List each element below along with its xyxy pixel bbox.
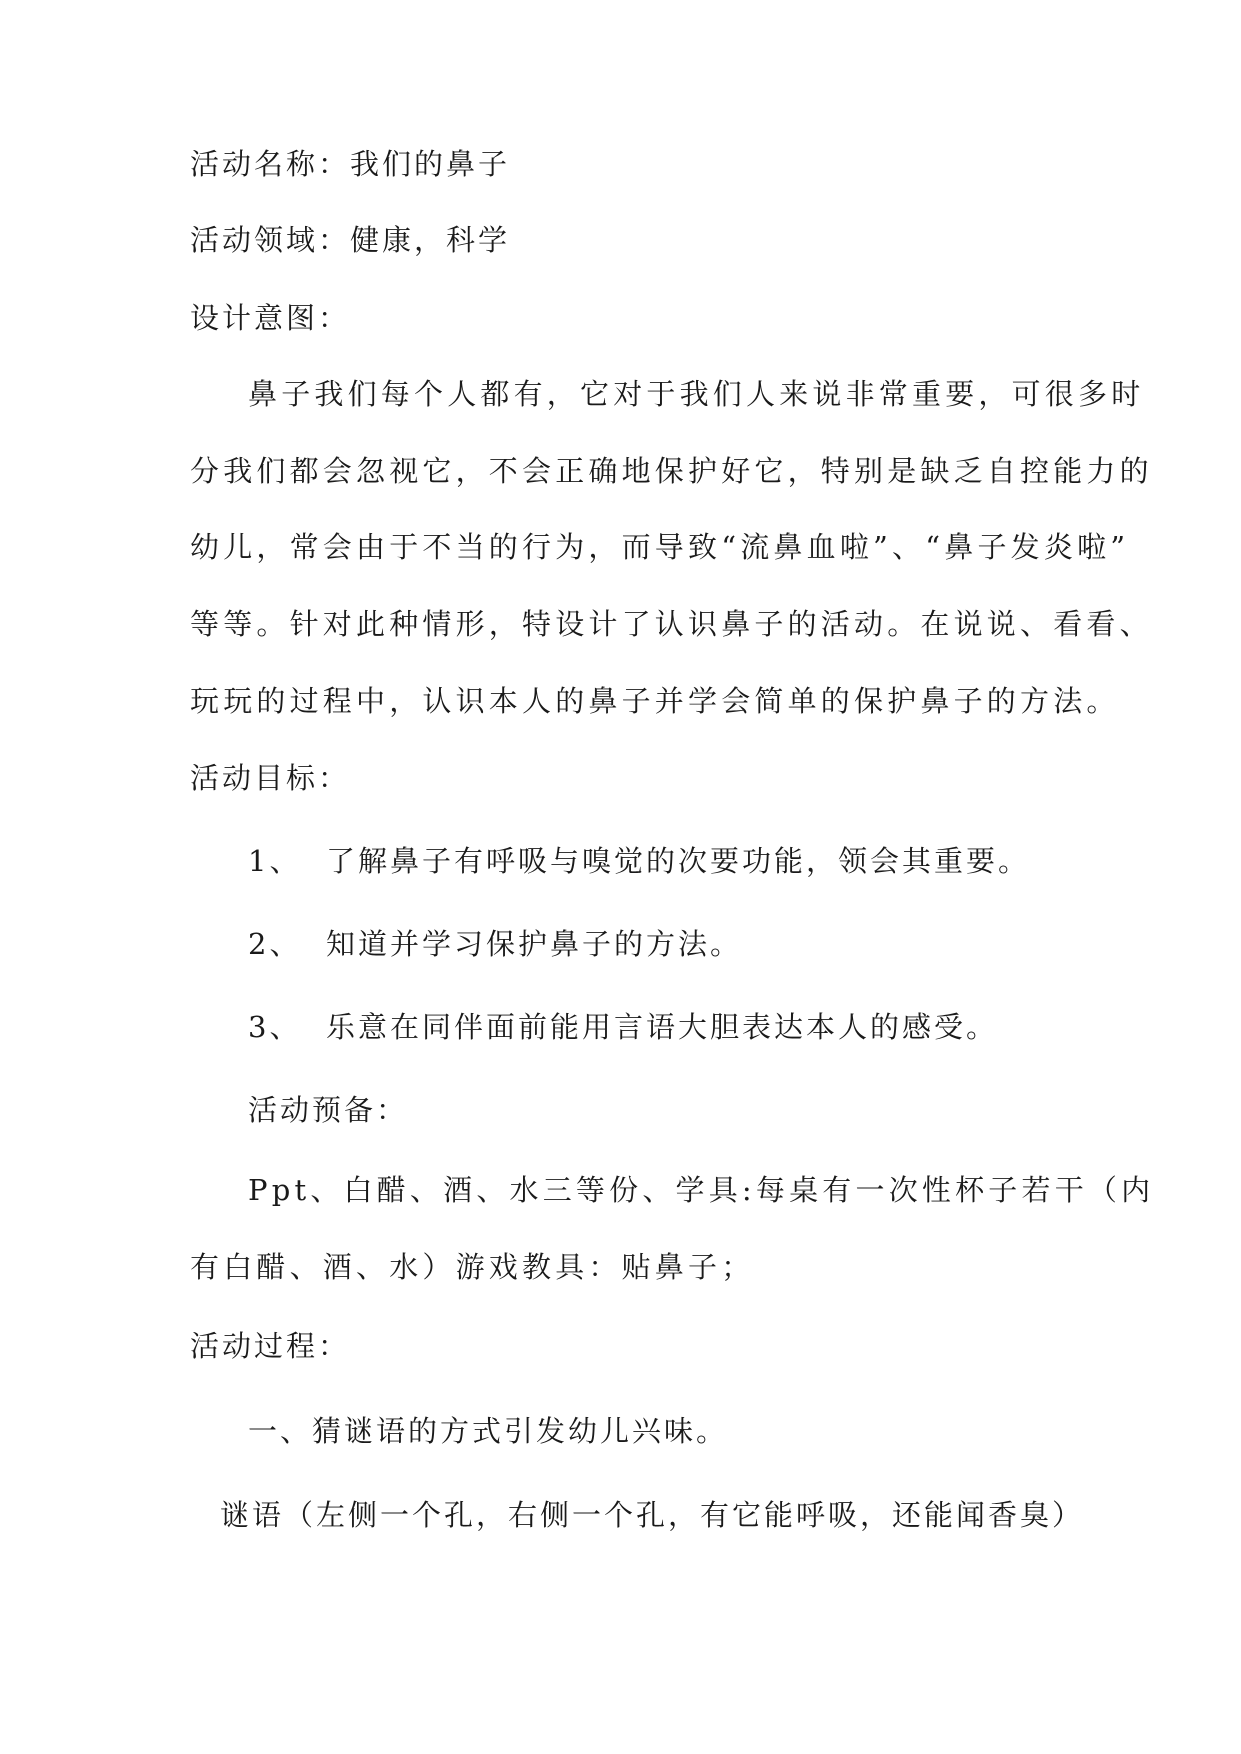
goal-text: 知道并学习保护鼻子的方法。 (326, 927, 743, 961)
goal-text: 了解鼻子有呼吸与嗅觉的次要功能，领会其重要。 (326, 844, 1031, 878)
goal-item (248, 1009, 998, 1045)
goal-number: 2、 (248, 927, 302, 961)
goal-number: 1、 (248, 844, 302, 878)
paragraph-line: 玩玩的过程中，认识本人的鼻子并学会简单的保护鼻子的方法。 (190, 684, 1120, 718)
activity-domain: 活动领域：健康，科学 (190, 223, 511, 257)
activity-title: 活动名称：我们的鼻子 (190, 147, 511, 181)
process-step-1: 一、猜谜语的方式引发幼儿兴味。 (248, 1414, 729, 1448)
preparation-heading: 活动预备： (248, 1093, 409, 1127)
goals-heading: 活动目标： (190, 761, 351, 795)
goal-item (248, 926, 742, 962)
paragraph-line: 有白醋、酒、水）游戏教具：贴鼻子； (190, 1250, 755, 1284)
paragraph-line: Ppt、白醋、酒、水三等份、学具:每桌有一次性杯子若干（内 (248, 1173, 1155, 1207)
paragraph-line: 鼻子我们每个人都有，它对于我们人来说非常重要，可很多时 (248, 377, 1145, 411)
goal-number: 3、 (248, 1010, 302, 1044)
paragraph-line: 幼儿，常会由于不当的行为，而导致“流鼻血啦”、“鼻子发炎啦” (190, 530, 1130, 564)
riddle-text: 谜语（左侧一个孔，右侧一个孔，有它能呼吸，还能闻香臭） (220, 1498, 1085, 1532)
paragraph-line: 分我们都会忽视它，不会正确地保护好它，特别是缺乏自控能力的 (190, 454, 1153, 488)
process-heading: 活动过程： (190, 1329, 351, 1363)
goal-text: 乐意在同伴面前能用言语大胆表达本人的感受。 (326, 1010, 999, 1044)
goal-item (248, 843, 1030, 879)
paragraph-line: 等等。针对此种情形，特设计了认识鼻子的活动。在说说、看看、 (190, 607, 1153, 641)
design-intent-heading: 设计意图： (190, 301, 351, 335)
